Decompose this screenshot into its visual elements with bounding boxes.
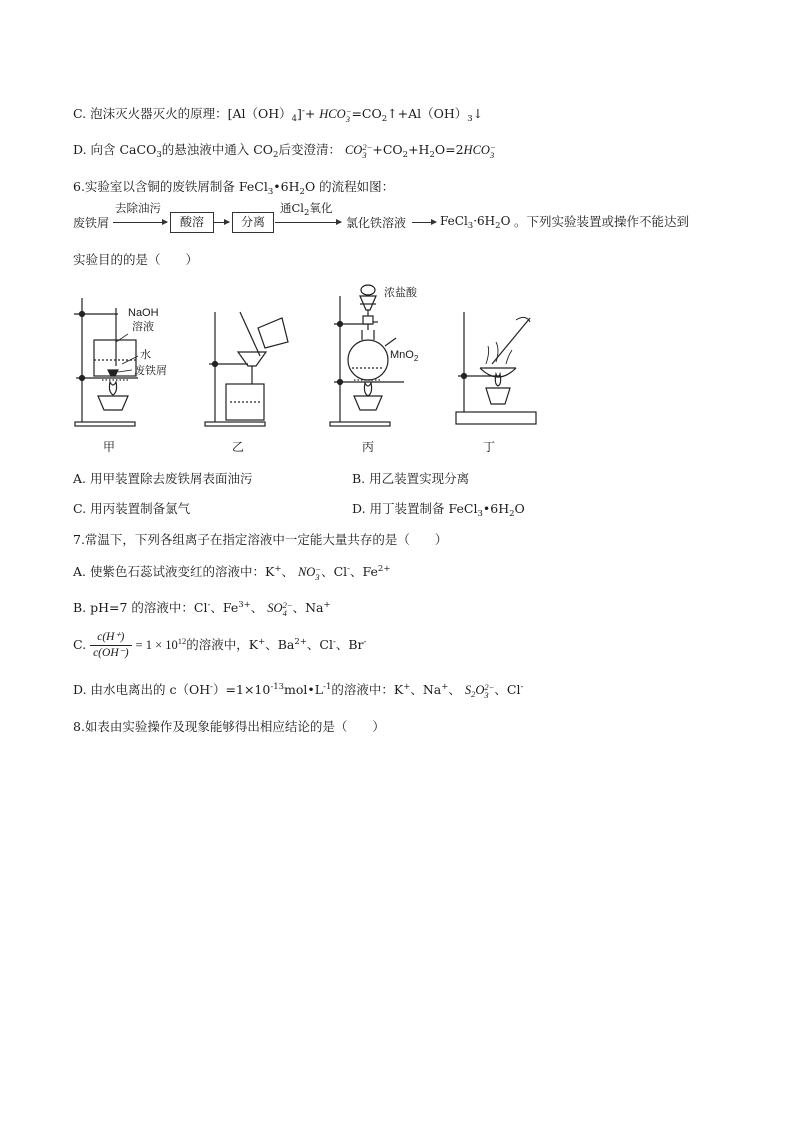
text: D. 用丁装置制备 FeCl — [352, 501, 478, 516]
option-c-line — [73, 104, 483, 124]
text: D. 由水电离出的 c（OH — [73, 682, 211, 697]
superscript: + — [323, 600, 331, 610]
q6-option-d — [352, 499, 525, 519]
superscript: + — [403, 682, 411, 692]
subscript: 2 — [381, 114, 388, 124]
superscript: -1 — [323, 682, 332, 692]
apparatus-ding — [456, 312, 536, 424]
formula-s2o3 — [464, 682, 495, 701]
formula-hco3 — [463, 142, 496, 161]
apparatus-label-ding: 丁 — [483, 440, 496, 454]
q7-option-a — [73, 562, 390, 581]
superscript: -13 — [270, 682, 285, 692]
text: 实验目的的是（ ） — [73, 252, 199, 267]
text: = 1 × 10 — [135, 638, 178, 652]
script-stack — [283, 601, 293, 617]
subscript: 2 — [303, 208, 310, 218]
text: 、Cl — [321, 564, 348, 579]
flow-mid: 氯化铁溶液 — [346, 216, 407, 230]
formula-no3 — [297, 564, 322, 583]
subscript: 3 — [345, 114, 350, 125]
apparatus-label-jia: 甲 — [103, 440, 116, 454]
text: D. 向含 CaCO — [73, 142, 157, 157]
text: +H — [408, 142, 430, 157]
superscript: - — [210, 682, 214, 692]
option-d-line — [73, 140, 496, 160]
question-8-stem: 8.如表由实验操作及现象能够得出相应结论的是（ ） — [73, 719, 385, 734]
superscript: 2+ — [377, 564, 391, 574]
flow-arrow — [214, 222, 229, 223]
flow-start: 废铁屑 — [73, 216, 110, 230]
question-7-stem: 7.常温下，下列各组离子在指定溶液中一定能大量共存的是（ ） — [73, 532, 448, 547]
superscript: 2− — [282, 600, 293, 611]
text: 通Cl — [280, 201, 304, 215]
subscript: 2 — [509, 509, 515, 519]
subscript: 4 — [282, 608, 287, 619]
flow-arrow — [275, 222, 341, 223]
superscript: − — [345, 106, 352, 117]
text: 的悬浊液中通入 CO — [161, 142, 274, 157]
text: MnO — [390, 349, 414, 361]
superscript: 2− — [362, 142, 373, 153]
formula-so4 — [267, 600, 293, 619]
text: O — [500, 214, 511, 228]
text: 6.实验室以含铜的废铁屑制备 FeCl — [73, 179, 268, 194]
text: 后变澄清： — [278, 142, 341, 157]
text: ↑+Al（OH） — [387, 106, 468, 121]
text: 、Fe — [210, 600, 239, 615]
flow-box-acid: 酸溶 — [170, 212, 214, 233]
text: C. 泡沫灭火器灭火的原理：[Al（OH） — [73, 106, 292, 121]
subscript: 3 — [467, 221, 474, 231]
subscript: 2 — [273, 150, 279, 160]
superscript: - — [520, 682, 524, 692]
superscript: 2− — [484, 682, 495, 693]
text: 的溶液中，K — [186, 637, 259, 652]
subscript: 3 — [484, 690, 489, 701]
apparatus-label-yi: 乙 — [232, 440, 245, 454]
superscript: 3+ — [238, 600, 251, 610]
text: 、 — [250, 600, 264, 615]
equation — [136, 638, 187, 652]
subscript: 4 — [291, 114, 298, 124]
formula-co3 — [344, 142, 373, 161]
label-scrap: 废铁屑 — [134, 365, 167, 377]
text: 、Br — [335, 637, 364, 652]
text: 、 — [281, 564, 294, 579]
superscript: − — [489, 142, 496, 153]
process-flowchart — [73, 203, 723, 233]
superscript: - — [301, 106, 305, 116]
apparatus-figure — [60, 278, 560, 458]
subscript: 3 — [467, 114, 473, 124]
text: + — [304, 106, 316, 121]
subscript: 2 — [402, 150, 409, 160]
script-stack — [484, 683, 494, 699]
subscript: 3 — [267, 187, 274, 197]
text: =CO — [351, 106, 382, 121]
text: •6H — [482, 501, 510, 516]
subscript: 2 — [471, 689, 476, 699]
flow-box-separate: 分离 — [232, 212, 274, 233]
script-stack — [362, 143, 372, 159]
text: ↓ — [472, 106, 484, 121]
text: 、Cl — [494, 682, 521, 697]
superscript: 12 — [177, 636, 187, 646]
denominator: c(OH⁻) — [93, 647, 129, 659]
text: O — [514, 501, 525, 516]
text: 、Fe — [350, 564, 378, 579]
text: B. pH=7 的溶液中：Cl — [73, 600, 208, 615]
flow-end — [440, 214, 510, 231]
subscript: 2 — [429, 150, 435, 160]
text: ·6H — [473, 214, 496, 228]
text: 的溶液中：K — [331, 682, 404, 697]
question-6-stem — [73, 177, 394, 197]
superscript: - — [332, 637, 336, 647]
text: 、Cl — [306, 637, 333, 652]
superscript: + — [258, 637, 266, 647]
flow-tail: 。下列实验装置或操作不能达到 — [514, 214, 690, 229]
flow-step1-label: 去除油污 — [115, 201, 161, 215]
text: 氧化 — [309, 201, 333, 215]
superscript: 2+ — [294, 637, 307, 647]
subscript: 3 — [315, 572, 320, 583]
superscript: + — [274, 564, 282, 574]
text: SO — [267, 601, 283, 615]
text: O 的流程如图： — [304, 179, 395, 194]
text: •6H — [273, 179, 300, 194]
superscript: - — [207, 600, 211, 610]
text: HCO — [319, 107, 346, 121]
flow-step3-label — [280, 200, 332, 218]
text: 、Na — [410, 682, 442, 697]
subscript: 2 — [495, 221, 501, 231]
subscript: 2 — [413, 354, 419, 363]
numerator: c(H⁺) — [90, 630, 131, 646]
subscript: 3 — [489, 150, 495, 161]
text: 、Ba — [265, 637, 295, 652]
formula-hco3 — [319, 106, 352, 125]
text: ] — [297, 106, 302, 121]
subscript: 3 — [477, 509, 483, 519]
text: S — [464, 683, 472, 697]
text: 、Na — [292, 600, 324, 615]
text: 、 — [448, 682, 461, 697]
superscript: − — [315, 564, 322, 575]
q6-option-c: C. 用丙装置制备氯气 — [73, 501, 191, 516]
text: A. 使紫色石蕊试液变红的溶液中：K — [73, 564, 275, 579]
text: mol•L — [284, 682, 324, 697]
label-mno2 — [390, 349, 419, 363]
fraction-h-oh — [90, 630, 131, 661]
apparatus-yi — [205, 312, 288, 426]
text: C. — [73, 637, 87, 652]
text: O=2 — [434, 142, 464, 157]
subscript: 3 — [156, 150, 162, 160]
superscript: + — [441, 682, 449, 692]
q6-option-a: A. 用甲装置除去废铁屑表面油污 — [73, 471, 253, 486]
superscript: - — [363, 637, 367, 647]
text: O — [475, 683, 485, 697]
flow-arrow — [412, 222, 436, 223]
text: NO — [297, 565, 316, 579]
label-solution: 溶液 — [132, 321, 154, 333]
text: CO — [344, 143, 363, 157]
text: ）=1×10 — [213, 682, 271, 697]
text: FeCl — [440, 214, 468, 228]
flow-arrow — [113, 222, 167, 223]
superscript: - — [347, 564, 351, 574]
q7-option-d — [73, 680, 523, 699]
q7-option-b — [73, 598, 331, 617]
text: HCO — [463, 143, 490, 157]
label-water: 水 — [140, 349, 151, 361]
text: +CO — [372, 142, 403, 157]
subscript: 3 — [362, 150, 367, 161]
subscript: 2 — [299, 187, 305, 197]
apparatus-label-bing: 丙 — [362, 440, 375, 454]
question-6-stem-line2 — [73, 250, 198, 268]
q6-option-b: B. 用乙装置实现分离 — [352, 471, 470, 486]
script-stack — [490, 143, 496, 159]
label-hcl: 浓盐酸 — [384, 287, 417, 299]
q7-option-c — [73, 630, 366, 661]
label-naoh: NaOH — [128, 307, 159, 319]
